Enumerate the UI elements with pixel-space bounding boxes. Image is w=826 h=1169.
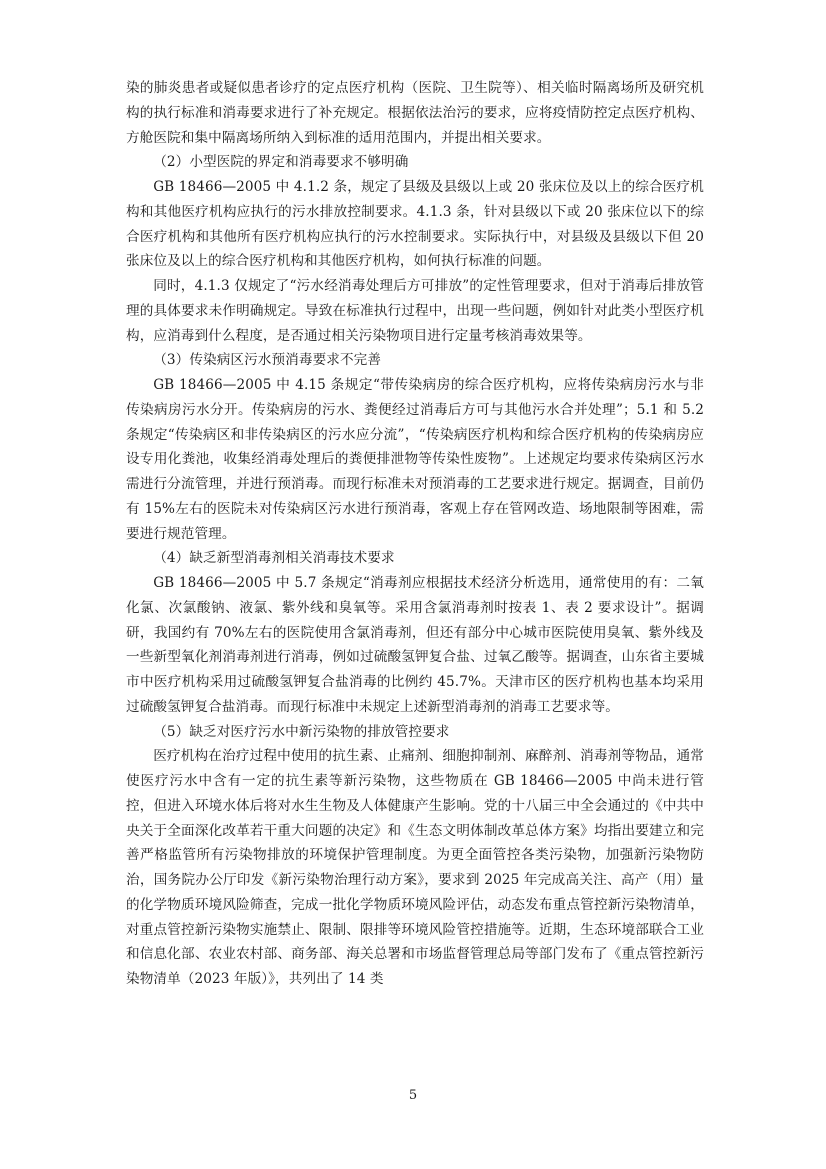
paragraph-continued: 染的肺炎患者或疑似患者诊疗的定点医疗机构（医院、卫生院等）、相关临时隔离场所及研究机构的执行标准和消毒要求进行了补充规定。根据依法治污的要求，应将疫情防控定点医疗机构、方舱医院和集中隔离场所纳入到标准的适用范围内，并提出相关要求。 (126, 80, 704, 146)
page-number: 5 (408, 1088, 418, 1103)
section-heading-new-disinfectants: （4）缺乏新型消毒剂相关消毒技术要求 (153, 550, 395, 567)
body-text (126, 76, 704, 992)
section-heading-new-pollutants: （5）缺乏对医疗污水中新污染物的排放管控要求 (153, 723, 450, 740)
paragraph: GB 18466—2005 中 5.7 条规定“消毒剂应根据技术经济分析选用，通常使用的有：二氧化氯、次氯酸钠、液氯、紫外线和臭氧等。采用含氯消毒剂时按表 1、表 2 要求设计”。据调研，我国约有 70%左右的医院使用含氯消毒剂，但还有部分中心城市医院使用臭氧、紫外线及一些新型氧化剂消毒剂进行消毒，例如过硫酸氢钾复合盐、过氧乙酸等。据调查，山东省主要城市中医疗机构采用过硫酸氢钾复合盐消毒的比例约 45.7%。天津市区的医疗机构也基本均采用过硫酸氢钾复合盐消毒。而现行标准中未规定上述新型消毒剂的消毒工艺要求等。 (126, 575, 704, 715)
paragraph: GB 18466—2005 中 4.1.2 条，规定了县级及县级以上或 20 张床位及以上的综合医疗机构和其他医疗机构应执行的污水排放控制要求。4.1.3 条，针对县级以下或 20 张床位以下的综合医疗机构和其他所有医疗机构应执行的污水控制要求。实际执行中，对县级及县级以下但 20 张床位及以上的综合医疗机构和其他医疗机构，如何执行标准的问题。 (126, 179, 704, 270)
paragraph: 医疗机构在治疗过程中使用的抗生素、止痛剂、细胞抑制剂、麻醉剂、消毒剂等物品，通常使医疗污水中含有一定的抗生素等新污染物，这些物质在 GB 18466—2005 中尚未进行管控，但进入环境水体后将对水生生物及人体健康产生影响。党的十八届三中全会通过的《中共中央关于全面深化改革若干重大问题的决定》和《生态文明体制改革总体方案》均指出要建立和完善严格监管所有污染物排放的环境保护管理制度。为更全面管控各类污染物，加强新污染物防治，国务院办公厅印发《新污染物治理行动方案》，要求到 2025 年完成高关注、高产（用）量的化学物质环境风险筛查，完成一批化学物质环境风险评估，动态发布重点管控新污染物清单，对重点管控新污染物实施禁止、限制、限排等环境风险管控措施等。近期，生态环境部联合工业和信息化部、农业农村部、商务部、海关总署和市场监督管理总局等部门发布了《重点管控新污染物清单（2023 年版）》，共列出了 14 类 (126, 748, 704, 987)
paragraph: 同时，4.1.3 仅规定了“污水经消毒处理后方可排放”的定性管理要求，但对于消毒后排放管理的具体要求未作明确规定。导致在标准执行过程中，出现一些问题，例如针对此类小型医疗机构，应消毒到什么程度，是否通过相关污染物项目进行定量考核消毒效果等。 (126, 278, 704, 344)
section-heading-small-hospitals: （2）小型医院的界定和消毒要求不够明确 (153, 154, 409, 171)
paragraph: GB 18466—2005 中 4.15 条规定“带传染病房的综合医疗机构，应将传染病房污水与非传染病房污水分开。传染病房的污水、粪便经过消毒后方可与其他污水合并处理”；5.1 和 5.2 条规定“传染病区和非传染病区的污水应分流”，“传染病医疗机构和综合医疗机构的传染病房应设专用化粪池，收集经消毒处理后的粪便排泄物等传染性废物”。上述规定均要求传染病区污水需进行分流管理，并进行预消毒。而现行标准未对预消毒的工艺要求进行规定。据调查，目前仍有 15%左右的医院未对传染病区污水进行预消毒，客观上存在管网改造、场地限制等困难，需要进行规范管理。 (126, 377, 704, 542)
section-heading-infectious-ward: （3）传染病区污水预消毒要求不完善 (153, 352, 382, 369)
